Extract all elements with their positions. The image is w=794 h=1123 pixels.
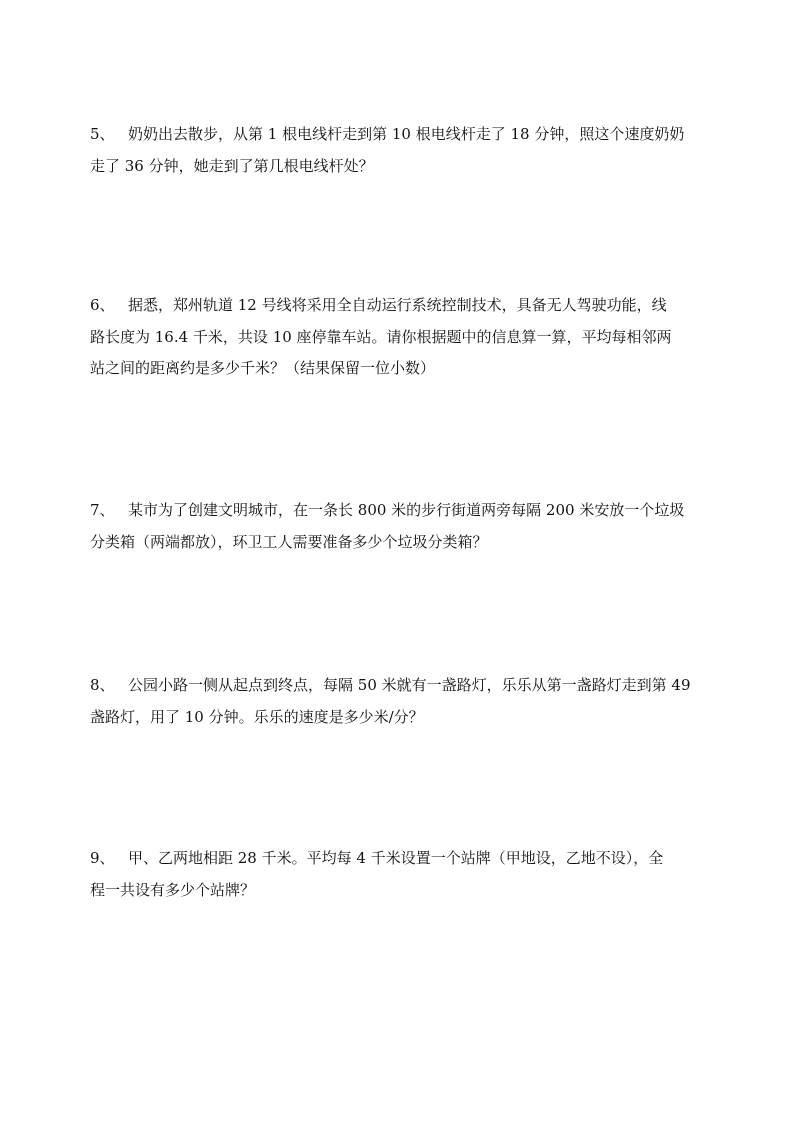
question-line: 走了 36 分钟，她走到了第几根电线杆处？ — [90, 156, 374, 175]
question-6 — [90, 290, 704, 385]
question-line — [90, 290, 704, 322]
question-line: 程一共设有多少个站牌？ — [90, 880, 256, 899]
question-line — [90, 670, 704, 702]
question-text: 奶奶出去散步，从第 1 根电线杆走到第 10 根电线杆走了 18 分钟，照这个速度奶奶 — [128, 125, 685, 143]
question-number: 6、 — [90, 296, 115, 314]
question-number: 5、 — [90, 125, 115, 143]
question-9 — [90, 843, 704, 906]
question-number: 8、 — [90, 676, 115, 694]
question-text: 某市为了创建文明城市，在一条长 800 米的步行街道两旁每隔 200 米安放一个垃圾 — [128, 501, 685, 519]
question-line: 站之间的距离约是多少千米？（结果保留一位小数） — [90, 359, 436, 377]
question-line: 分类箱（两端都放），环卫工人需要准备多少个垃圾分类箱？ — [90, 532, 488, 551]
question-line: 盏路灯，用了 10 分钟。乐乐的速度是多少米/分？ — [90, 707, 424, 726]
question-line — [90, 843, 704, 875]
question-number: 7、 — [90, 501, 115, 519]
question-text: 据悉，郑州轨道 12 号线将采用全自动运行系统控制技术，具备无人驾驶功能，线 — [128, 296, 667, 314]
question-7 — [90, 495, 704, 558]
question-line — [90, 495, 704, 527]
question-line — [90, 119, 704, 151]
question-text: 公园小路一侧从起点到终点，每隔 50 米就有一盏路灯，乐乐从第一盏路灯走到第 49 — [128, 676, 691, 694]
question-8 — [90, 670, 704, 733]
question-text: 甲、乙两地相距 28 千米。平均每 4 千米设置一个站牌（甲地设，乙地不设），全 — [128, 849, 664, 867]
question-line: 路长度为 16.4 千米，共设 10 座停靠车站。请你根据题中的信息算一算，平均每相邻两 — [90, 327, 672, 346]
question-number: 9、 — [90, 849, 115, 867]
question-5 — [90, 119, 704, 182]
